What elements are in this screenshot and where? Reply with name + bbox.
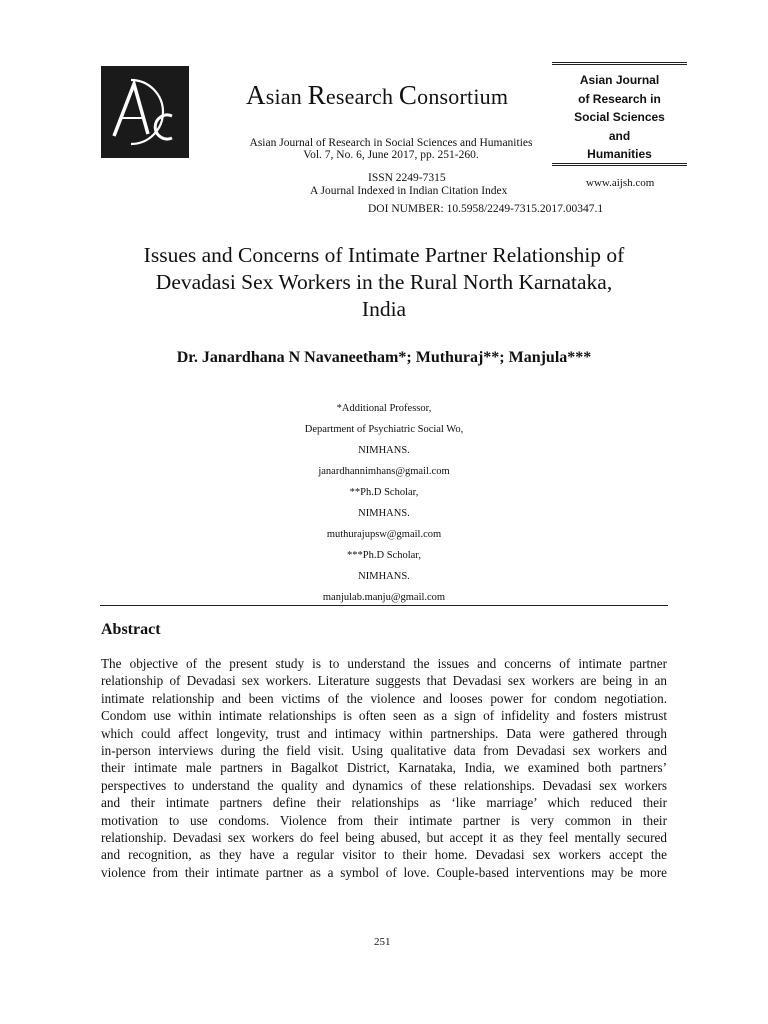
- abstract-line: violence from their intimate partner as a symbol of love. Couple-based interventions may be more: [101, 864, 667, 880]
- journal-citation: [232, 137, 550, 161]
- volume-line: Vol. 7, No. 6, June 2017, pp. 251-260.: [303, 149, 479, 161]
- title-line: Devadasi Sex Workers in the Rural North Karnataka,: [155, 270, 613, 294]
- divider: [100, 605, 668, 606]
- journal-box-line: of Research in: [578, 91, 661, 106]
- page-number: 251: [374, 936, 391, 948]
- affiliation-line: **Ph.D Scholar,: [349, 487, 419, 498]
- abstract-line: in-person interviews during the field visit. Using qualitative data from Devadasi sex workers and: [101, 743, 667, 759]
- abstract-line: and recognition, as they have a regular visitor to their home. Devadasi sex workers accept the: [101, 847, 667, 863]
- journal-box-line: Humanities: [587, 147, 652, 161]
- abstract-body: [101, 655, 667, 881]
- abstract-line: intimate relationship and been victims of the violence and looses power for condom negotiation.: [101, 690, 667, 706]
- abstract-line: which could affect longevity, trust and intimacy within partnerships. Data were gathered through: [101, 725, 667, 741]
- journal-website: www.aijsh.com: [586, 177, 655, 189]
- affiliation-line: Department of Psychiatric Social Wo,: [304, 424, 464, 435]
- abstract-line: perspectives to understand the quality and dynamics of these relationships. Devadasi sex workers: [101, 777, 667, 793]
- arc-logo-icon: [101, 66, 189, 158]
- affiliation-line: NIMHANS.: [358, 571, 410, 582]
- abstract-line: relationship. Devadasi sex workers do feel being abused, but accept it as they feel mentally secured: [101, 830, 667, 846]
- journal-box-line: Social Sciences: [574, 110, 665, 124]
- issn-block: [310, 172, 530, 198]
- journal-box-line: Asian Journal: [579, 73, 660, 87]
- article-title: [80, 242, 688, 323]
- publisher-name: Asian Research Consortium: [246, 80, 509, 110]
- affiliation-line: ***Ph.D Scholar,: [347, 550, 421, 561]
- affiliation-line: NIMHANS.: [358, 508, 410, 519]
- abstract-line: Condom use within intimate relationships is often seen as a sign of infidelity and fosters mistrust: [101, 708, 667, 724]
- doi: DOI NUMBER: 10.5958/2249-7315.2017.00347.1: [368, 203, 604, 215]
- affiliation-line: NIMHANS.: [358, 445, 410, 456]
- journal-name-box: [552, 62, 687, 166]
- authors: Dr. Janardhana N Navaneetham*; Muthuraj**; Manjula***: [176, 349, 592, 366]
- affiliations: [200, 402, 568, 612]
- indexed-note: A Journal Indexed in Indian Citation Index: [310, 185, 508, 197]
- journal-box-line: and: [608, 128, 631, 143]
- affiliation-line: *Additional Professor,: [336, 403, 432, 414]
- abstract-line: The objective of the present study is to understand the issues and concerns of intimate partner: [101, 656, 667, 671]
- issn: ISSN 2249-7315: [368, 172, 446, 184]
- title-line: India: [361, 297, 407, 321]
- abstract-heading: Abstract: [101, 621, 161, 638]
- abstract-line: and their intimate partners define their relationships as ‘like marriage’ which reduced their: [101, 795, 667, 811]
- title-line: Issues and Concerns of Intimate Partner Relationship of: [143, 243, 625, 267]
- affiliation-email: muthurajupsw@gmail.com: [326, 529, 442, 540]
- abstract-line: their intimate male partners in Bagalkot District, Karnataka, India, we examined both partners’: [101, 760, 667, 776]
- affiliation-email: manjulab.manju@gmail.com: [322, 592, 446, 603]
- affiliation-email: janardhannimhans@gmail.com: [318, 466, 450, 477]
- abstract-line: relationship of Devadasi sex workers. Literature suggests that Devadasi sex workers are being in an: [101, 673, 667, 689]
- abstract-line: motivation to use condoms. Violence from their intimate partner is very common in their: [101, 812, 667, 828]
- journal-line: Asian Journal of Research in Social Sciences and Humanities: [249, 137, 533, 149]
